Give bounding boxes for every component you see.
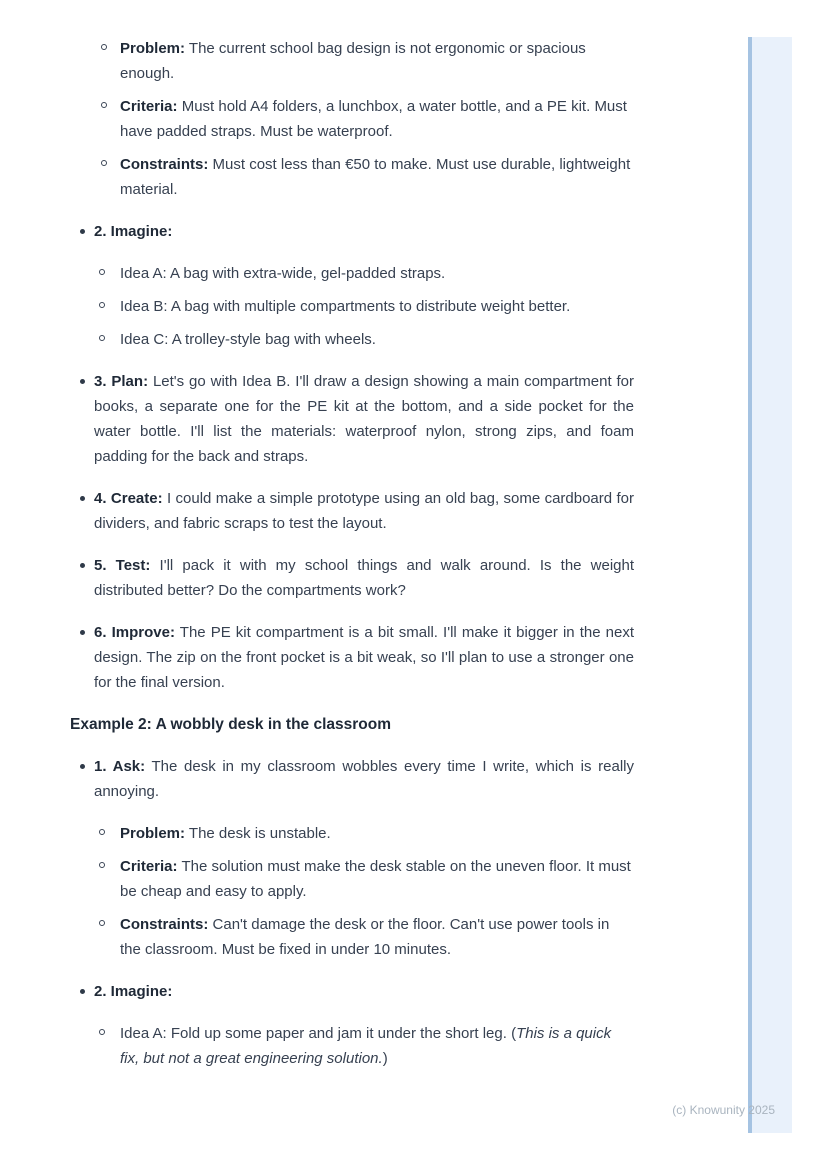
- circle-bullet-icon: [101, 102, 107, 108]
- example2-step-list: [70, 754, 634, 1071]
- item-text: The desk is unstable.: [188, 825, 331, 842]
- circle-bullet-icon: [99, 335, 105, 341]
- idea-list: [94, 261, 634, 352]
- item-text-italic: This is a quick fix, but not a great engineering solution.: [120, 1025, 612, 1067]
- example1-detail-list: [70, 36, 634, 202]
- bullet-icon: [80, 764, 85, 769]
- item-text: Idea C: A trolley-style bag with wheels.: [120, 331, 376, 348]
- list-item-imagine: [70, 979, 634, 1071]
- item-label: 1. Ask:: [94, 758, 146, 775]
- item-text-post: ): [382, 1050, 388, 1067]
- item-text: The PE kit compartment is a bit small. I'll make it bigger in the next design. The zip on the front pocket is a bit weak, so I'll plan to use a stronger one for the final version.: [94, 624, 635, 691]
- example2-detail-list: [94, 821, 634, 962]
- item-text: I'll pack it with my school things and walk around. Is the weight distributed better? Do the compartments work?: [94, 557, 635, 599]
- list-item-constraints: [70, 152, 634, 202]
- list-item-idea-b: [94, 294, 634, 319]
- circle-bullet-icon: [99, 920, 105, 926]
- circle-bullet-icon: [99, 862, 105, 868]
- item-label: Criteria:: [120, 98, 178, 115]
- item-text: Must hold A4 folders, a lunchbox, a water bottle, and a PE kit. Must have padded straps. Must be waterproof.: [120, 98, 627, 140]
- item-label: 2. Imagine:: [94, 223, 173, 240]
- item-label: 2. Imagine:: [94, 983, 173, 1000]
- list-item-test: [70, 553, 634, 603]
- list-item-problem: [94, 821, 634, 846]
- bullet-icon: [80, 630, 85, 635]
- circle-bullet-icon: [101, 44, 107, 50]
- bullet-icon: [80, 229, 85, 234]
- circle-bullet-icon: [99, 829, 105, 835]
- circle-bullet-icon: [99, 1029, 105, 1035]
- item-text: The current school bag design is not ergonomic or spacious enough.: [120, 40, 586, 82]
- item-label: 6. Improve:: [94, 624, 175, 641]
- example1-step-list: [70, 219, 634, 695]
- list-item-constraints: [94, 912, 634, 962]
- list-item-idea-c: [94, 327, 634, 352]
- list-item-criteria: [70, 94, 634, 144]
- item-label: Constraints:: [120, 916, 209, 933]
- bullet-icon: [80, 989, 85, 994]
- item-text: Let's go with Idea B. I'll draw a design showing a main compartment for books, a separate one for the PE kit at the bottom, and a side pocket for the water bottle. I'll list the materials: waterproof nylon, strong zips, and foam padding for the back and straps.: [94, 373, 634, 465]
- list-item-idea-a: [94, 1021, 634, 1071]
- item-label: 4. Create:: [94, 490, 163, 507]
- copyright-text: (c) Knowunity 2025: [672, 1103, 775, 1117]
- circle-bullet-icon: [99, 302, 105, 308]
- item-text: Can't damage the desk or the floor. Can't use power tools in the classroom. Must be fixed in under 10 minutes.: [120, 916, 610, 958]
- item-label: Criteria:: [120, 858, 178, 875]
- list-item-improve: [70, 620, 634, 695]
- list-item-create: [70, 486, 634, 536]
- item-label: 5. Test:: [94, 557, 151, 574]
- item-text: The desk in my classroom wobbles every time I write, which is really annoying.: [94, 758, 634, 800]
- list-item-criteria: [94, 854, 634, 904]
- item-text: Idea A: A bag with extra-wide, gel-padded straps.: [120, 265, 446, 282]
- bullet-icon: [80, 496, 85, 501]
- item-paragraph: [94, 754, 634, 804]
- item-text: Must cost less than €50 to make. Must use durable, lightweight material.: [120, 156, 631, 198]
- example2-heading: Example 2: A wobbly desk in the classroom: [70, 716, 392, 733]
- item-label: Problem:: [120, 40, 186, 57]
- item-label: 3. Plan:: [94, 373, 149, 390]
- bullet-icon: [80, 379, 85, 384]
- item-label: Constraints:: [120, 156, 209, 173]
- item-text: The solution must make the desk stable on the uneven floor. It must be cheap and easy to apply.: [120, 858, 631, 900]
- item-text-pre: Idea A: Fold up some paper and jam it under the short leg. (: [120, 1025, 517, 1042]
- list-item-ask: [70, 754, 634, 962]
- item-text: I could make a simple prototype using an old bag, some cardboard for dividers, and fabric scraps to test the layout.: [94, 490, 634, 532]
- list-item-imagine: [70, 219, 634, 352]
- circle-bullet-icon: [99, 269, 105, 275]
- item-label: Problem:: [120, 825, 186, 842]
- idea-list: [94, 1021, 634, 1071]
- circle-bullet-icon: [101, 160, 107, 166]
- item-text: Idea B: A bag with multiple compartments to distribute weight better.: [120, 298, 571, 315]
- list-item-idea-a: [94, 261, 634, 286]
- list-item-problem: [70, 36, 634, 86]
- bullet-icon: [80, 563, 85, 568]
- list-item-plan: [70, 369, 634, 469]
